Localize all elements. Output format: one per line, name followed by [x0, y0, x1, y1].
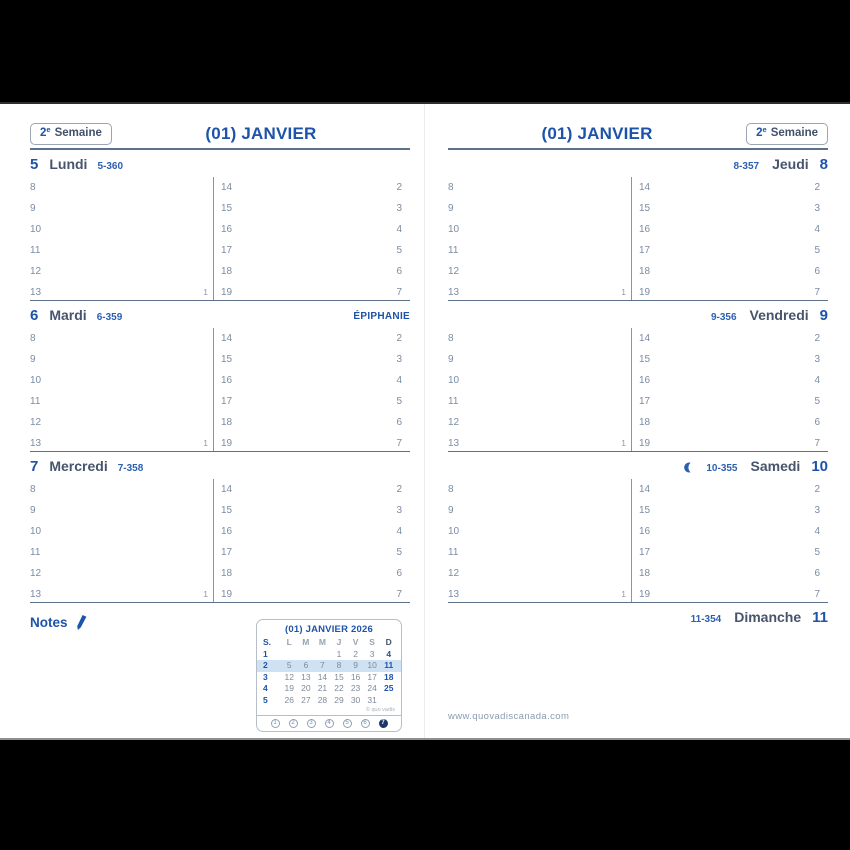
day-name: Samedi	[750, 458, 801, 474]
calendar-week-row	[257, 649, 401, 661]
pen-icon	[75, 615, 87, 630]
calendar-day-cell: 27	[301, 694, 311, 705]
notes-label: Notes	[30, 615, 68, 630]
left-day-sections	[30, 150, 410, 603]
hour-label: 17	[221, 396, 233, 407]
time-row	[30, 542, 213, 563]
day-number: 8	[819, 156, 828, 173]
calendar-day-cell: 10	[367, 660, 377, 670]
day-column-header: V	[352, 637, 359, 647]
hour-label: 6	[814, 417, 820, 428]
website-url: www.quovadiscanada.com	[448, 711, 570, 722]
hour-label: 4	[396, 375, 402, 386]
time-row	[30, 433, 213, 452]
hour-label: 10	[30, 224, 42, 235]
day-column-header: M	[318, 637, 326, 647]
hour-label: 11	[30, 396, 41, 407]
hour-label: 4	[814, 224, 820, 235]
hour-label: 2	[814, 182, 820, 193]
evening-column	[798, 177, 828, 301]
hour-label: 12	[448, 568, 460, 579]
afternoon-column	[213, 177, 380, 301]
hour-label: 5	[814, 547, 820, 558]
calendar-week-row	[257, 683, 401, 695]
hour-label: 18	[639, 266, 651, 277]
hour-label: 8	[30, 182, 36, 193]
planner-spread	[0, 102, 850, 740]
hour-label: 13	[448, 287, 460, 298]
hour-label: 12	[30, 568, 42, 579]
hour-label: 3	[396, 203, 402, 214]
evening-column	[380, 479, 410, 603]
hour-label: 16	[639, 375, 651, 386]
hour-label: 12	[448, 266, 460, 277]
midday-marker: 1	[203, 287, 208, 297]
hour-label: 3	[814, 505, 820, 516]
hour-label: 18	[221, 417, 233, 428]
day-header	[30, 301, 410, 326]
calendar-day-cell: 20	[301, 683, 311, 693]
hour-label: 3	[814, 203, 820, 214]
day-of-year-count: 8-357	[733, 161, 760, 172]
day-section	[30, 150, 410, 301]
hour-label: 4	[396, 224, 402, 235]
hour-label: 6	[396, 568, 402, 579]
day-header	[30, 150, 410, 175]
mini-calendar	[256, 619, 402, 732]
hour-label: 4	[396, 526, 402, 537]
month-circle: 3	[307, 719, 316, 728]
hour-label: 6	[814, 266, 820, 277]
hour-label: 17	[639, 547, 651, 558]
month-circle: 1	[271, 719, 280, 728]
morning-column	[448, 479, 631, 603]
time-row	[30, 282, 213, 301]
time-row	[448, 542, 631, 563]
hour-label: 14	[221, 484, 233, 495]
calendar-day-cell: 12	[284, 671, 295, 682]
time-grid	[448, 328, 828, 452]
day-column-header: D	[385, 637, 392, 647]
hour-label: 16	[639, 224, 651, 235]
month-circle: 7	[379, 719, 388, 728]
time-row	[448, 349, 631, 370]
last-quarter-moon-icon	[682, 462, 693, 473]
hour-label: 17	[639, 245, 651, 256]
day-section	[448, 301, 828, 452]
time-row	[30, 240, 213, 261]
calendar-week-number: 3	[263, 671, 268, 682]
time-row	[448, 261, 631, 282]
time-row	[448, 282, 631, 301]
hour-label: 5	[814, 396, 820, 407]
time-row	[30, 584, 213, 603]
morning-column	[30, 177, 213, 301]
time-row	[448, 240, 631, 261]
calendar-day-cell: 15	[334, 671, 344, 682]
calendar-header-row	[257, 637, 401, 649]
hour-label: 2	[814, 484, 820, 495]
time-row	[448, 479, 631, 500]
hour-label: 8	[30, 484, 36, 495]
left-page	[30, 104, 410, 738]
holiday-label: ÉPIPHANIE	[353, 311, 410, 322]
day-of-year-count: 9-356	[710, 312, 737, 323]
day-section	[448, 150, 828, 301]
time-row	[30, 391, 213, 412]
day-header	[30, 452, 410, 477]
calendar-day-cell	[298, 649, 315, 661]
hour-label: 18	[639, 568, 651, 579]
hour-label: 15	[639, 203, 651, 214]
time-row	[30, 563, 213, 584]
day-number: 10	[811, 458, 828, 475]
hour-label: 9	[30, 354, 36, 365]
day-number: 9	[819, 307, 828, 324]
calendar-day-cell: 6	[303, 660, 309, 670]
right-page-header	[448, 104, 828, 150]
day-name: Vendredi	[749, 307, 809, 323]
hour-label: 14	[639, 484, 651, 495]
time-grid	[448, 177, 828, 301]
mini-calendar-title: (01) JANVIER 2026	[285, 624, 373, 635]
hour-label: 7	[396, 589, 402, 600]
calendar-week-number: 1	[263, 648, 268, 659]
calendar-day-cell: 4	[386, 648, 392, 659]
hour-label: 12	[30, 417, 42, 428]
time-grid	[30, 328, 410, 452]
hour-label: 15	[221, 505, 233, 516]
month-title: (01) JANVIER	[205, 124, 317, 143]
calendar-day-cell: 19	[284, 683, 295, 693]
hour-label: 2	[396, 333, 402, 344]
week-label: Semaine	[54, 127, 102, 139]
calendar-week-row	[257, 660, 401, 672]
hour-label: 3	[396, 354, 402, 365]
week-number: 2	[756, 127, 763, 139]
hour-label: 15	[639, 505, 651, 516]
hour-label: 9	[448, 505, 454, 516]
hour-label: 4	[814, 375, 820, 386]
calendar-day-cell: 31	[367, 694, 377, 705]
hour-label: 3	[396, 505, 402, 516]
week-ordinal-suffix: e	[46, 125, 51, 134]
hour-label: 9	[30, 505, 36, 516]
hour-label: 8	[448, 484, 454, 495]
page-gutter-divider	[424, 104, 425, 738]
hour-label: 19	[221, 438, 233, 449]
hour-label: 5	[814, 245, 820, 256]
time-row	[30, 177, 213, 198]
calendar-week-number: 4	[263, 683, 268, 693]
midday-marker: 1	[621, 287, 626, 297]
hour-label: 8	[30, 333, 36, 344]
time-row	[448, 584, 631, 603]
hour-label: 9	[30, 203, 36, 214]
calendar-day-cell: 9	[353, 660, 358, 670]
midday-marker: 1	[203, 438, 208, 448]
day-name: Jeudi	[772, 156, 809, 172]
evening-column	[380, 328, 410, 452]
calendar-day-cell: 7	[320, 660, 325, 670]
hour-label: 13	[448, 589, 460, 600]
day-of-year-count: 6-359	[96, 312, 123, 323]
calendar-day-cell: 13	[301, 671, 311, 682]
calendar-day-cell: 14	[317, 671, 328, 682]
hour-label: 18	[639, 417, 651, 428]
hour-label: 10	[30, 526, 42, 537]
hour-label: 16	[221, 526, 233, 537]
day-name: Mercredi	[49, 458, 108, 474]
morning-column	[448, 177, 631, 301]
calendar-day-cell	[380, 695, 397, 707]
hour-label: 9	[448, 354, 454, 365]
hour-label: 2	[396, 182, 402, 193]
hour-label: 10	[448, 375, 460, 386]
week-badge	[746, 123, 828, 145]
day-of-year-count: 7-358	[117, 463, 144, 474]
hour-label: 16	[221, 224, 233, 235]
calendar-week-row	[257, 695, 401, 707]
hour-label: 16	[221, 375, 233, 386]
hour-label: 4	[814, 526, 820, 537]
time-row	[30, 479, 213, 500]
hour-label: 2	[396, 484, 402, 495]
time-row	[448, 328, 631, 349]
hour-label: 7	[814, 287, 820, 298]
day-section	[448, 452, 828, 603]
hour-label: 14	[221, 333, 233, 344]
hour-label: 15	[221, 354, 233, 365]
month-circle: 5	[343, 719, 352, 728]
day-of-year-count: 11-354	[690, 614, 722, 625]
time-row	[30, 370, 213, 391]
hour-label: 18	[221, 266, 233, 277]
day-number: 5	[30, 156, 39, 173]
hour-label: 5	[396, 547, 402, 558]
hour-label: 7	[814, 438, 820, 449]
hour-label: 8	[448, 182, 454, 193]
day-header	[448, 603, 828, 628]
hour-label: 11	[448, 547, 459, 558]
calendar-week-row	[257, 672, 401, 684]
day-column-header: S	[369, 637, 375, 647]
calendar-day-cell: 5	[286, 660, 292, 670]
hour-label: 16	[639, 526, 651, 537]
calendar-day-cell: 28	[317, 694, 328, 705]
calendar-week-number: 5	[263, 694, 268, 705]
day-header	[448, 150, 828, 175]
midday-marker: 1	[621, 589, 626, 599]
calendar-day-cell: 25	[383, 683, 394, 693]
hour-label: 10	[448, 224, 460, 235]
calendar-week-number: 2	[263, 660, 268, 670]
hour-label: 17	[221, 245, 233, 256]
right-page	[448, 104, 828, 738]
hour-label: 17	[221, 547, 233, 558]
hour-label: 13	[30, 589, 42, 600]
hour-label: 19	[639, 589, 651, 600]
day-header	[448, 452, 828, 477]
calendar-day-cell: 22	[334, 683, 344, 693]
time-row	[448, 563, 631, 584]
time-row	[448, 500, 631, 521]
hour-label: 7	[396, 438, 402, 449]
mini-calendar-month-circles	[257, 715, 401, 731]
day-section	[30, 452, 410, 603]
hour-label: 6	[396, 417, 402, 428]
hour-label: 5	[396, 245, 402, 256]
calendar-day-cell: 1	[336, 648, 342, 659]
week-column-header: S.	[263, 637, 272, 647]
notes-area	[30, 603, 410, 737]
time-row	[448, 198, 631, 219]
day-section	[30, 301, 410, 452]
hour-label: 3	[814, 354, 820, 365]
afternoon-column	[213, 479, 380, 603]
time-row	[448, 219, 631, 240]
time-row	[448, 521, 631, 542]
calendar-day-cell: 21	[317, 683, 328, 693]
day-of-year-count: 10-355	[706, 463, 738, 474]
time-row	[448, 412, 631, 433]
week-label: Semaine	[770, 127, 818, 139]
time-row	[30, 198, 213, 219]
calendar-day-cell: 17	[367, 671, 377, 682]
time-row	[30, 412, 213, 433]
calendar-day-cell: 24	[367, 683, 377, 693]
day-name: Mardi	[49, 307, 87, 323]
hour-label: 14	[639, 333, 651, 344]
morning-column	[30, 479, 213, 603]
evening-column	[798, 328, 828, 452]
day-number: 7	[30, 458, 39, 475]
day-column-header: J	[336, 637, 342, 647]
day-column-header: M	[302, 637, 310, 647]
morning-column	[30, 328, 213, 452]
time-row	[30, 521, 213, 542]
month-circle: 6	[361, 719, 370, 728]
hour-label: 6	[814, 568, 820, 579]
hour-label: 14	[221, 182, 233, 193]
hour-label: 10	[30, 375, 42, 386]
mini-calendar-copyright: © quo vadis	[365, 707, 395, 713]
hour-label: 6	[396, 266, 402, 277]
day-number: 6	[30, 307, 39, 324]
hour-label: 15	[221, 203, 233, 214]
time-row	[448, 433, 631, 452]
mini-calendar-grid	[257, 637, 401, 706]
month-circle: 2	[289, 719, 298, 728]
hour-label: 7	[396, 287, 402, 298]
time-grid	[30, 177, 410, 301]
calendar-day-cell: 30	[350, 694, 361, 705]
time-row	[448, 391, 631, 412]
time-grid	[448, 479, 828, 603]
hour-label: 12	[30, 266, 42, 277]
calendar-day-cell: 8	[336, 660, 342, 670]
hour-label: 18	[221, 568, 233, 579]
evening-column	[798, 479, 828, 603]
day-header	[448, 301, 828, 326]
afternoon-column	[631, 479, 798, 603]
hour-label: 13	[30, 438, 42, 449]
hour-label: 7	[814, 589, 820, 600]
time-row	[30, 500, 213, 521]
afternoon-column	[631, 177, 798, 301]
time-row	[448, 370, 631, 391]
hour-label: 11	[30, 245, 41, 256]
hour-label: 13	[448, 438, 460, 449]
time-row	[30, 219, 213, 240]
midday-marker: 1	[203, 589, 208, 599]
hour-label: 19	[639, 287, 651, 298]
day-section	[448, 603, 828, 628]
midday-marker: 1	[621, 438, 626, 448]
hour-label: 5	[396, 396, 402, 407]
evening-column	[380, 177, 410, 301]
calendar-day-cell: 23	[350, 683, 361, 693]
day-of-year-count: 5-360	[97, 161, 124, 172]
left-page-header	[30, 104, 410, 150]
time-grid	[30, 479, 410, 603]
hour-label: 13	[30, 287, 42, 298]
afternoon-column	[213, 328, 380, 452]
calendar-day-cell	[314, 649, 331, 661]
time-row	[30, 328, 213, 349]
calendar-day-cell: 11	[384, 660, 394, 670]
week-number: 2	[40, 127, 47, 139]
hour-label: 2	[814, 333, 820, 344]
time-row	[448, 177, 631, 198]
hour-label: 11	[448, 396, 459, 407]
hour-label: 10	[448, 526, 460, 537]
month-circle: 4	[325, 719, 334, 728]
calendar-day-cell	[281, 649, 298, 661]
day-number: 11	[812, 609, 828, 626]
calendar-day-cell: 3	[369, 648, 375, 659]
month-title: (01) JANVIER	[541, 124, 653, 143]
week-badge	[30, 123, 112, 145]
hour-label: 19	[221, 287, 233, 298]
calendar-day-cell: 18	[383, 671, 394, 682]
week-ordinal-suffix: e	[762, 125, 767, 134]
calendar-day-cell: 29	[334, 694, 344, 705]
right-day-sections	[448, 150, 828, 628]
calendar-day-cell: 26	[284, 694, 295, 705]
hour-label: 12	[448, 417, 460, 428]
afternoon-column	[631, 328, 798, 452]
time-row	[30, 349, 213, 370]
day-column-header: L	[286, 637, 292, 647]
hour-label: 19	[639, 438, 651, 449]
calendar-day-cell: 2	[353, 648, 358, 659]
hour-label: 11	[30, 547, 41, 558]
hour-label: 19	[221, 589, 233, 600]
hour-label: 15	[639, 354, 651, 365]
day-name: Dimanche	[734, 609, 802, 625]
day-name: Lundi	[49, 156, 88, 172]
hour-label: 14	[639, 182, 651, 193]
hour-label: 17	[639, 396, 651, 407]
calendar-day-cell: 16	[350, 671, 361, 682]
hour-label: 11	[448, 245, 459, 256]
hour-label: 8	[448, 333, 454, 344]
morning-column	[448, 328, 631, 452]
time-row	[30, 261, 213, 282]
hour-label: 9	[448, 203, 454, 214]
